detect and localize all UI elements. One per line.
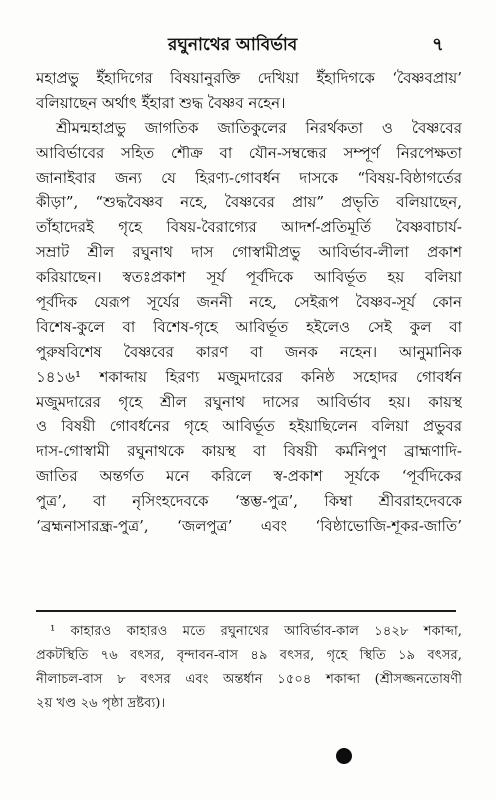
body-line: বলিয়াছেন অর্থাৎ ইঁহারা শুদ্ধ বৈষ্ণব নহেন। <box>36 93 286 112</box>
body-line: জাতির অন্তর্গত মনে করিলে স্ব-প্রকাশ সূর্যকে ‘পূর্বদিকের <box>36 467 462 486</box>
body-line: শ্রীমন্মহাপ্রভু জাগতিক জাতিকুলের নিরর্থকতা ও বৈষ্ণবের <box>56 118 462 137</box>
body-line: মহাপ্রভু ইঁহাদিগের বিষয়ানুরক্তি দেখিয়া ইঁহাদিগকে ‘বৈষ্ণবপ্রায়’ <box>36 69 462 87</box>
footnote-line: ¹ কাহারও কাহারও মতে রঘুনাথের আবির্ভাব-কাল ১৪২৮ শকাব্দা, <box>50 624 462 639</box>
footnote-line: প্রকটস্থিতি ৭৬ বৎসর, বৃন্দাবন-বাস ৪৯ বৎসর, গৃহে স্থিতি ১৯ বৎসর, <box>36 648 462 663</box>
running-head <box>0 33 496 57</box>
running-title: রঘুনাথের আবির্ভাব <box>168 35 298 55</box>
body-line: বিশেষ-কুলে বা বিশেষ-গৃহে আবির্ভূত হইলেও সেই কুল বা <box>36 317 462 336</box>
body-line: ১৪১৬¹ শকাব্দায় হিরণ্য মজুমদারের কনিষ্ঠ সহোদর গোবর্ধন <box>36 367 462 386</box>
body-line: সম্রাট শ্রীল রঘুনাথ দাস গোস্বামীপ্রভু আবির্ভাব-লীলা প্রকাশ <box>36 243 462 262</box>
body-line: তাঁহাদেরই গৃহে বিষয়-বৈরাগ্যের আদর্শ-প্রতিমূর্তি বৈষ্ণবাচার্য- <box>36 218 462 237</box>
body-line: পুত্র’, বা নৃসিংহদেবকে ‘স্তম্ভ-পুত্র’, কিম্বা শ্রীবরাহদেবকে <box>36 492 462 511</box>
footnote <box>36 620 462 716</box>
ink-dot <box>336 748 352 764</box>
body-line: করিয়াছেন। স্বতঃপ্রকাশ সূর্য পূর্বদিকে আবির্ভূত হয় বলিয়া <box>36 268 462 287</box>
footnote-line: নীলাচল-বাস ৮ বৎসর এবং অন্তর্ধান ১৫০৪ শকাব্দা (শ্রীসজ্জনতোষণী <box>36 672 462 687</box>
body-text <box>36 66 462 539</box>
body-line: কীড়া”, “শুদ্ধবৈষ্ণব নহে, বৈষ্ণবের প্রায়” প্রভৃতি বলিয়াছেন, <box>36 193 462 212</box>
body-line: ‘ব্রহ্মনাসারন্ধ্র-পুত্র’, ‘জলপুত্র’ এবং ‘বিষ্ঠাভোজি-শূকর-জাতি’ <box>36 517 462 536</box>
body-line: আবির্ভাবের সহিত শৌক্র বা যৌন-সম্বন্ধের সম্পূর্ণ নিরপেক্ষতা <box>36 143 462 162</box>
body-line: ও বিষয়ী গোবর্ধনের গৃহে আবির্ভূত হইয়াছিলেন বলিয়া প্রভুবর <box>36 417 462 436</box>
body-line: মজুমদারের গৃহে শ্রীল রঘুনাথ দাসের আবির্ভাব হয়। কায়স্থ <box>36 392 462 411</box>
body-line: দাস-গোস্বামী রঘুনাথকে কায়স্থ বা বিষয়ী কর্মনিপুণ ব্রাহ্মণাদি- <box>36 442 462 461</box>
body-line: পুরুষবিশেষ বৈষ্ণবের কারণ বা জনক নহেন। আনুমানিক <box>36 342 462 361</box>
body-line: জানাইবার জন্য যে হিরণ্য-গোবর্ধন দাসকে “বিষয়-বিষ্ঠাগর্তের <box>36 168 462 187</box>
page-number: ৭ <box>432 34 444 55</box>
footnote-divider <box>36 610 456 612</box>
footnote-line: ২য় খণ্ড ২৬ পৃষ্ঠা দ্রষ্টব্য)। <box>36 696 166 711</box>
body-line: পূর্বদিক যেরূপ সূর্যের জননী নহে, সেইরূপ বৈষ্ণব-সূর্য কোন <box>36 293 462 312</box>
